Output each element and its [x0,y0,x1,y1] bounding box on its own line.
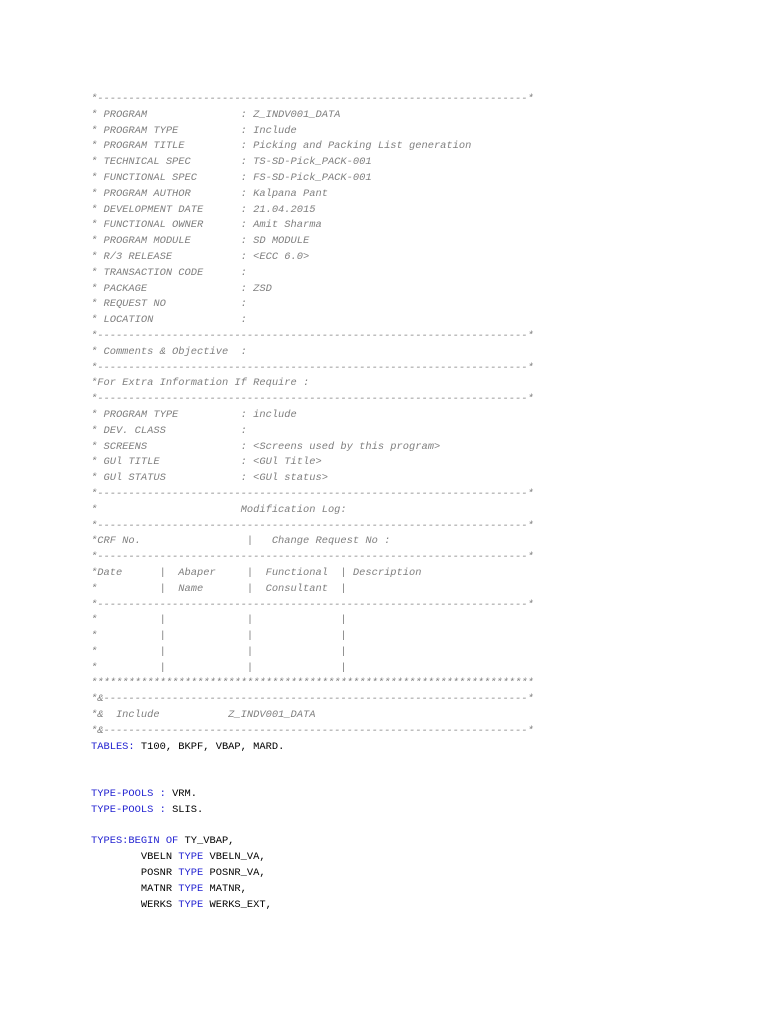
code-line [91,471,534,487]
code-line [91,297,534,313]
code-line [91,582,534,598]
code-line [91,440,534,456]
code-line [91,566,534,582]
code-line [91,203,534,219]
code-comment: *---------------------------------------------------------------------* [91,487,534,500]
code-line [91,613,534,629]
code-line [91,503,534,519]
code-line [91,139,534,155]
code-line [91,645,534,661]
code-line [91,376,534,392]
code-line [91,392,534,408]
code-comment: *Date | Abaper | Functional | Description [91,566,422,579]
code-text: SLIS. [165,803,204,816]
code-line [91,361,534,377]
code-line [91,755,534,771]
code-line [91,882,534,898]
code-line [91,155,534,171]
code-comment: * FUNCTIONAL SPEC : FS-SD-Pick_PACK-001 [91,171,372,184]
code-line [91,487,534,503]
code-text: WERKS_EXT, [203,898,272,911]
code-comment: *&--------------------------------------------------------------------* [91,724,534,737]
code-keyword: TABLES: [91,740,135,753]
code-line [91,424,534,440]
code-comment: * | | | [91,645,347,658]
code-comment: * GUl TITLE : <GUl Title> [91,456,322,469]
code-comment: * | Name | Consultant | [91,582,347,595]
code-line [91,455,534,471]
code-line [91,282,534,298]
code-comment: * | | | [91,661,347,674]
code-line [91,866,534,882]
code-line [91,834,534,850]
code-comment: * DEVELOPMENT DATE : 21.04.2015 [91,203,316,216]
code-line [91,108,534,124]
code-text: MATNR [91,882,179,895]
code-comment: * GUl STATUS : <GUl status> [91,472,328,485]
code-comment: * REQUEST NO : [91,298,247,311]
code-comment: * PROGRAM MODULE : SD MODULE [91,235,310,248]
code-comment: *CRF No. | Change Request No : [91,535,391,548]
code-line [91,708,534,724]
code-line [91,724,534,740]
code-text: POSNR [91,867,179,880]
code-comment: *---------------------------------------------------------------------* [91,393,534,406]
code-comment: * Modification Log: [91,503,347,516]
code-text: TY_VBAP, [178,835,235,848]
code-comment: * PROGRAM TITLE : Picking and Packing List generation [91,140,472,153]
code-keyword: TYPES:BEGIN OF [91,835,179,848]
code-comment: * R/3 RELEASE : <ECC 6.0> [91,250,310,263]
code-comment: *---------------------------------------------------------------------* [91,598,534,611]
code-line [91,313,534,329]
code-comment: *********************************************************************** [91,677,534,690]
code-comment: * PROGRAM TYPE : Include [91,124,297,137]
code-comment: * Comments & Objective : [91,345,247,358]
code-comment: *---------------------------------------------------------------------* [91,519,534,532]
code-line [91,266,534,282]
code-keyword: TYPE [178,867,204,880]
code-comment: * LOCATION : [91,314,247,327]
code-comment: * TECHNICAL SPEC : TS-SD-Pick_PACK-001 [91,156,372,169]
code-comment: * | | | [91,630,347,643]
code-line [91,329,534,345]
code-keyword: TYPE [178,851,204,864]
code-comment: * FUNCTIONAL OWNER : Amit Sharma [91,219,322,232]
code-line [91,534,534,550]
code-line [91,408,534,424]
code-keyword: TYPE [178,882,204,895]
code-line [91,676,534,692]
code-line [91,171,534,187]
code-line [91,550,534,566]
code-comment: *For Extra Information If Require : [91,377,310,390]
code-line [91,771,534,787]
code-line [91,187,534,203]
code-comment: * TRANSACTION CODE : [91,266,247,279]
code-keyword: TYPE-POOLS : [91,788,166,801]
code-comment: * PROGRAM AUTHOR : Kalpana Pant [91,187,328,200]
code-keyword: TYPE-POOLS : [91,803,166,816]
code-comment: *---------------------------------------------------------------------* [91,329,534,342]
code-line [91,819,534,835]
code-line [91,850,534,866]
code-comment: * DEV. CLASS : [91,424,247,437]
code-text: VBELN_VA, [203,851,266,864]
code-text: MATNR, [203,882,247,895]
code-listing [91,92,534,913]
code-text: VRM. [165,788,198,801]
code-line [91,519,534,535]
code-text: POSNR_VA, [203,867,266,880]
code-line [91,92,534,108]
code-comment: *&--------------------------------------------------------------------* [91,693,534,706]
code-line [91,234,534,250]
code-comment: * PACKAGE : ZSD [91,282,272,295]
code-comment: * SCREENS : <Screens used by this program> [91,440,441,453]
code-text: T100, BKPF, VBAP, MARD. [134,740,285,753]
code-comment: *---------------------------------------------------------------------* [91,93,534,105]
code-line [91,898,534,914]
code-line [91,740,534,756]
code-line [91,803,534,819]
code-comment: * | | | [91,614,347,627]
code-line [91,787,534,803]
code-text: VBELN [91,851,179,864]
code-comment: *---------------------------------------------------------------------* [91,361,534,374]
code-line [91,661,534,677]
code-line [91,345,534,361]
code-comment: * PROGRAM : Z_INDV001_DATA [91,108,341,121]
code-comment: *---------------------------------------------------------------------* [91,551,534,564]
code-line [91,218,534,234]
code-text: WERKS [91,898,179,911]
code-comment: *& Include Z_INDV001_DATA [91,709,316,722]
code-line [91,124,534,140]
code-comment: * PROGRAM TYPE : include [91,408,297,421]
code-line [91,250,534,266]
code-line [91,598,534,614]
code-keyword: TYPE [178,898,204,911]
code-line [91,692,534,708]
code-line [91,629,534,645]
